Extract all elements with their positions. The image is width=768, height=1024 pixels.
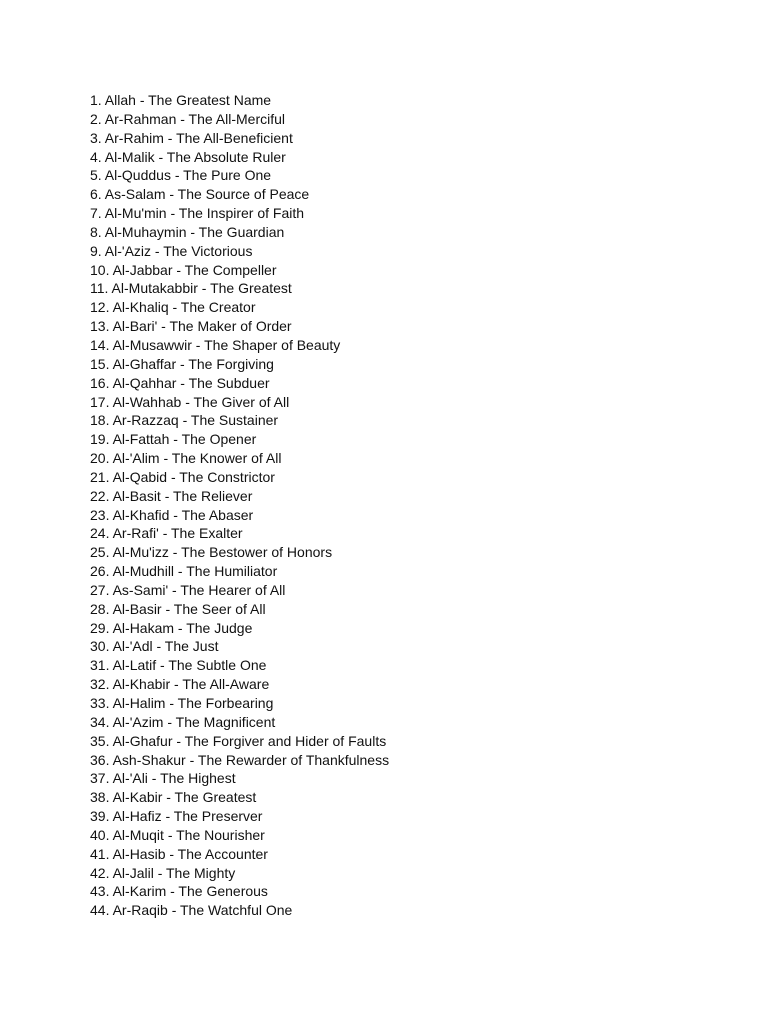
list-item: 9. Al-'Aziz - The Victorious bbox=[90, 242, 253, 259]
list-item: 2. Ar-Rahman - The All-Merciful bbox=[90, 110, 286, 127]
list-item: 33. Al-Halim - The Forbearing bbox=[90, 695, 274, 711]
list-item: 20. Al-'Alim - The Knower of All bbox=[90, 450, 282, 467]
list-item: 21. Al-Qabid - The Constrictor bbox=[90, 468, 275, 485]
list-item: 4. Al-Malik - The Absolute Ruler bbox=[90, 148, 286, 165]
list-item: 28. Al-Basir - The Seer of All bbox=[90, 600, 266, 617]
list-item: 18. Ar-Razzaq - The Sustainer bbox=[90, 412, 279, 429]
list-item: 35. Al-Ghafur - The Forgiver and Hider of Faults bbox=[90, 732, 387, 749]
list-item: 30. Al-'Adl - The Just bbox=[90, 638, 219, 655]
list-item: 1. Allah - The Greatest Name bbox=[90, 92, 272, 108]
list-item: 10. Al-Jabbar - The Compeller bbox=[90, 261, 277, 278]
list-item: 25. Al-Mu'izz - The Bestower of Honors bbox=[90, 544, 333, 561]
list-item: 39. Al-Hafiz - The Preserver bbox=[90, 808, 263, 825]
list-item: 40. Al-Muqit - The Nourisher bbox=[90, 826, 265, 843]
list-item: 15. Al-Ghaffar - The Forgiving bbox=[90, 355, 274, 372]
list-item: 22. Al-Basit - The Reliever bbox=[90, 487, 253, 504]
list-item: 5. Al-Quddus - The Pure One bbox=[90, 167, 272, 184]
list-item: 24. Ar-Rafi' - The Exalter bbox=[90, 525, 243, 542]
list-item: 13. Al-Bari' - The Maker of Order bbox=[90, 318, 292, 335]
list-item: 37. Al-'Ali - The Highest bbox=[90, 770, 236, 787]
list-item: 41. Al-Hasib - The Accounter bbox=[90, 845, 268, 862]
list-item: 32. Al-Khabir - The All-Aware bbox=[90, 676, 270, 693]
list-item: 27. As-Sami' - The Hearer of All bbox=[90, 581, 286, 598]
list-item: 16. Al-Qahhar - The Subduer bbox=[90, 374, 270, 391]
list-item: 7. Al-Mu'min - The Inspirer of Faith bbox=[90, 205, 305, 222]
list-item: 31. Al-Latif - The Subtle One bbox=[90, 657, 267, 674]
list-item: 14. Al-Musawwir - The Shaper of Beauty bbox=[90, 336, 341, 353]
list-item: 3. Ar-Rahim - The All-Beneficient bbox=[90, 129, 293, 146]
list-item: 36. Ash-Shakur - The Rewarder of Thankfulness bbox=[90, 751, 390, 768]
list-item: 23. Al-Khafid - The Abaser bbox=[90, 506, 254, 523]
list-item: 44. Ar-Raqib - The Watchful One bbox=[90, 902, 293, 919]
list-item: 38. Al-Kabir - The Greatest bbox=[90, 789, 257, 806]
list-item: 17. Al-Wahhab - The Giver of All bbox=[90, 393, 290, 410]
list-item: 29. Al-Hakam - The Judge bbox=[90, 619, 253, 636]
list-item: 6. As-Salam - The Source of Peace bbox=[90, 186, 310, 203]
names-list bbox=[90, 91, 389, 920]
list-item: 8. Al-Muhaymin - The Guardian bbox=[90, 223, 285, 240]
list-item: 19. Al-Fattah - The Opener bbox=[90, 431, 257, 448]
list-item: 43. Al-Karim - The Generous bbox=[90, 883, 268, 900]
list-item: 12. Al-Khaliq - The Creator bbox=[90, 299, 256, 316]
list-item: 11. Al-Mutakabbir - The Greatest bbox=[90, 280, 292, 297]
list-item: 26. Al-Mudhill - The Humiliator bbox=[90, 563, 278, 580]
list-item: 34. Al-'Azim - The Magnificent bbox=[90, 713, 276, 730]
list-item: 42. Al-Jalil - The Mighty bbox=[90, 864, 236, 881]
